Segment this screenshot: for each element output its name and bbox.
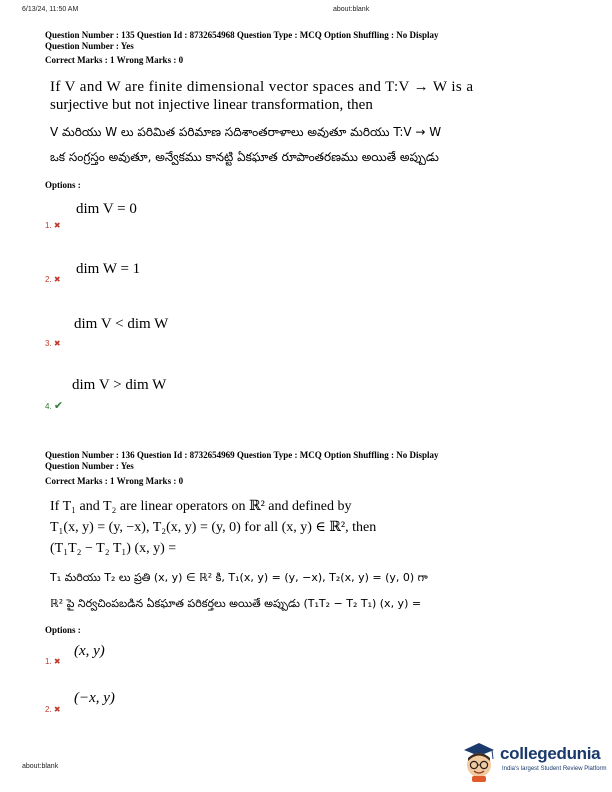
q135-english-line-2: surjective but not injective linear transformation, then <box>50 97 373 113</box>
collegedunia-logo <box>458 738 608 786</box>
q136-meta-line-1: Question Number : 136 Question Id : 8732654969 Question Type : MCQ Option Shuffling : No Display <box>45 450 439 460</box>
brand-tagline: India's largest Student Review Platform <box>502 766 607 772</box>
q136-meta-line-3: Correct Marks : 1 Wrong Marks : 0 <box>45 476 184 486</box>
q135-meta-line-3: Correct Marks : 1 Wrong Marks : 0 <box>45 55 184 65</box>
q135-telugu-line-1: V మరియు W లు పరిమిత పరిమాణ సదిశాంతరాళాలు అవుతూ మరియు T:V → W <box>50 125 442 139</box>
q135-option-3-text: dim V < dim W <box>74 316 169 332</box>
q135-options-label: Options : <box>45 180 81 190</box>
q135-option-1[interactable]: 1. ✖ <box>45 221 61 230</box>
q135-option-4-text: dim V > dim W <box>72 377 167 393</box>
q135-option-3[interactable]: 3. ✖ <box>45 339 61 348</box>
mascot-face-icon <box>460 740 498 782</box>
q135-option-2-text: dim W = 1 <box>76 261 141 277</box>
q136-english-line-1: If T₁ and T₂ are linear operators on ℝ² and defined by <box>50 499 352 514</box>
q135-meta-line-1: Question Number : 135 Question Id : 8732654968 Question Type : MCQ Option Shuffling : No Display <box>45 30 439 40</box>
brand-name: collegedunia <box>500 744 601 763</box>
wrong-mark-icon: ✖ <box>53 657 61 666</box>
wrong-mark-icon: ✖ <box>53 221 61 230</box>
q136-meta-line-2: Question Number : Yes <box>45 461 134 471</box>
wrong-mark-icon: ✖ <box>53 705 61 714</box>
q136-options-label: Options : <box>45 625 81 635</box>
q135-option-2[interactable]: 2. ✖ <box>45 275 61 284</box>
q136-option-1[interactable]: 1. ✖ <box>45 657 61 666</box>
q136-english-line-3: (T₁T₂ − T₂ T₁) (x, y) = <box>50 541 177 556</box>
print-title: about:blank <box>333 6 370 13</box>
q136-telugu-line-2: ℝ² పై నిర్వచింపబడిన ఏకఘాత పరికర్తలు అయితే అప్పుడు (T₁T₂ − T₂ T₁) (x, y) = <box>50 597 422 610</box>
q135-telugu-line-2: ఒక సంగ్రస్తం అవుతూ, అన్వేకము కానట్టి ఏకఘాత రూపాంతరణము అయితే అప్పుడు <box>50 150 439 164</box>
wrong-mark-icon: ✖ <box>53 275 61 284</box>
wrong-mark-icon: ✖ <box>53 339 61 348</box>
q136-option-2[interactable]: 2. ✖ <box>45 705 61 714</box>
q136-telugu-line-1: T₁ మరియు T₂ లు ప్రతి (x, y) ∈ ℝ² కి, T₁(x, y) = (y, −x), T₂(x, y) = (y, 0) గా <box>50 571 428 584</box>
q135-english-line-1: If V and W are finite dimensional vector spaces and T:V → W is a <box>50 79 474 95</box>
q135-option-1-text: dim V = 0 <box>76 201 137 217</box>
print-footer-url: about:blank <box>22 763 59 770</box>
q136-english-line-2: T₁(x, y) = (y, −x), T₂(x, y) = (y, 0) for all (x, y) ∈ ℝ², then <box>50 520 377 535</box>
correct-check-icon: ✔ <box>53 400 64 412</box>
print-timestamp: 6/13/24, 11:50 AM <box>22 6 79 13</box>
q135-meta-line-2: Question Number : Yes <box>45 41 134 51</box>
q136-option-2-text: (−x, y) <box>74 690 115 706</box>
q135-option-4[interactable]: 4. ✔ <box>45 400 64 412</box>
q136-option-1-text: (x, y) <box>74 643 105 659</box>
